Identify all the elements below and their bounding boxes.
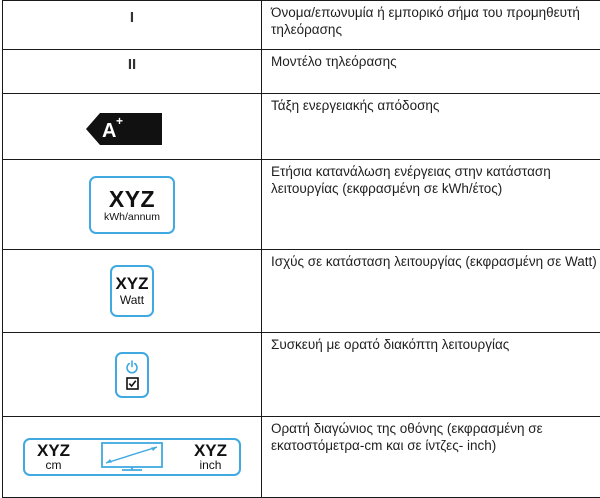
diagonal-cm-group [37,442,70,472]
description-cell: Ετήσια κατανάλωση ενέργειας στην κατάσταση λειτουργίας (εκφρασμένη σε kWh/έτος) [262,160,600,250]
label-legend-table [2,0,600,498]
annual-energy-unit: kWh/annum [104,211,160,223]
energy-class-superscript: + [116,114,123,128]
icon-cell [3,333,262,417]
table-row [3,333,600,417]
power-icon [125,360,139,374]
description-cell: Τάξη ενεργειακής απόδοσης [262,94,600,160]
description-cell: Όνομα/επωνυμία ή εμπορικό σήμα του προμηθευτή τηλεόρασης [262,1,600,50]
checkbox-icon [126,377,139,390]
icon-cell [3,417,262,498]
diagonal-cm-value: XYZ [37,442,70,459]
annual-energy-badge [89,176,175,234]
description-cell: Ορατή διαγώνιος της οθόνης (εκφρασμένη σε εκατοστόμετρα-cm και σε ίντζες- inch) [262,417,600,498]
power-badge [110,265,154,317]
energy-class-arrow [86,113,162,150]
icon-cell [3,94,262,160]
description-cell: Συσκευή με ορατό διακόπτη λειτουργίας [262,333,600,417]
icon-cell [3,1,262,50]
roman-numeral-label: II [3,56,261,73]
diagonal-inch-unit: inch [199,459,221,472]
icon-cell [3,160,262,250]
table-row [3,250,600,333]
power-switch-badge [115,352,149,398]
energy-class-letter: A [102,120,116,142]
icon-cell [3,50,262,94]
energy-class-arrow-icon [86,113,162,145]
screen-diagonal-icon [100,442,164,472]
power-unit: Watt [120,293,144,307]
diagonal-cm-unit: cm [46,459,62,472]
diagonal-inch-group [194,442,227,472]
table-row [3,94,600,160]
roman-numeral-label: I [3,9,261,26]
table-row [3,417,600,498]
description-cell: Ισχύς σε κατάσταση λειτουργίας (εκφρασμένη σε Watt) [262,250,600,333]
screen-diagonal-badge [23,438,241,476]
diagonal-inch-value: XYZ [194,442,227,459]
power-value: XYZ [115,275,148,293]
table-row [3,50,600,94]
description-cell: Μοντέλο τηλεόρασης [262,50,600,94]
icon-cell [3,250,262,333]
table-row [3,1,600,50]
table-row [3,160,600,250]
annual-energy-value: XYZ [109,187,155,211]
